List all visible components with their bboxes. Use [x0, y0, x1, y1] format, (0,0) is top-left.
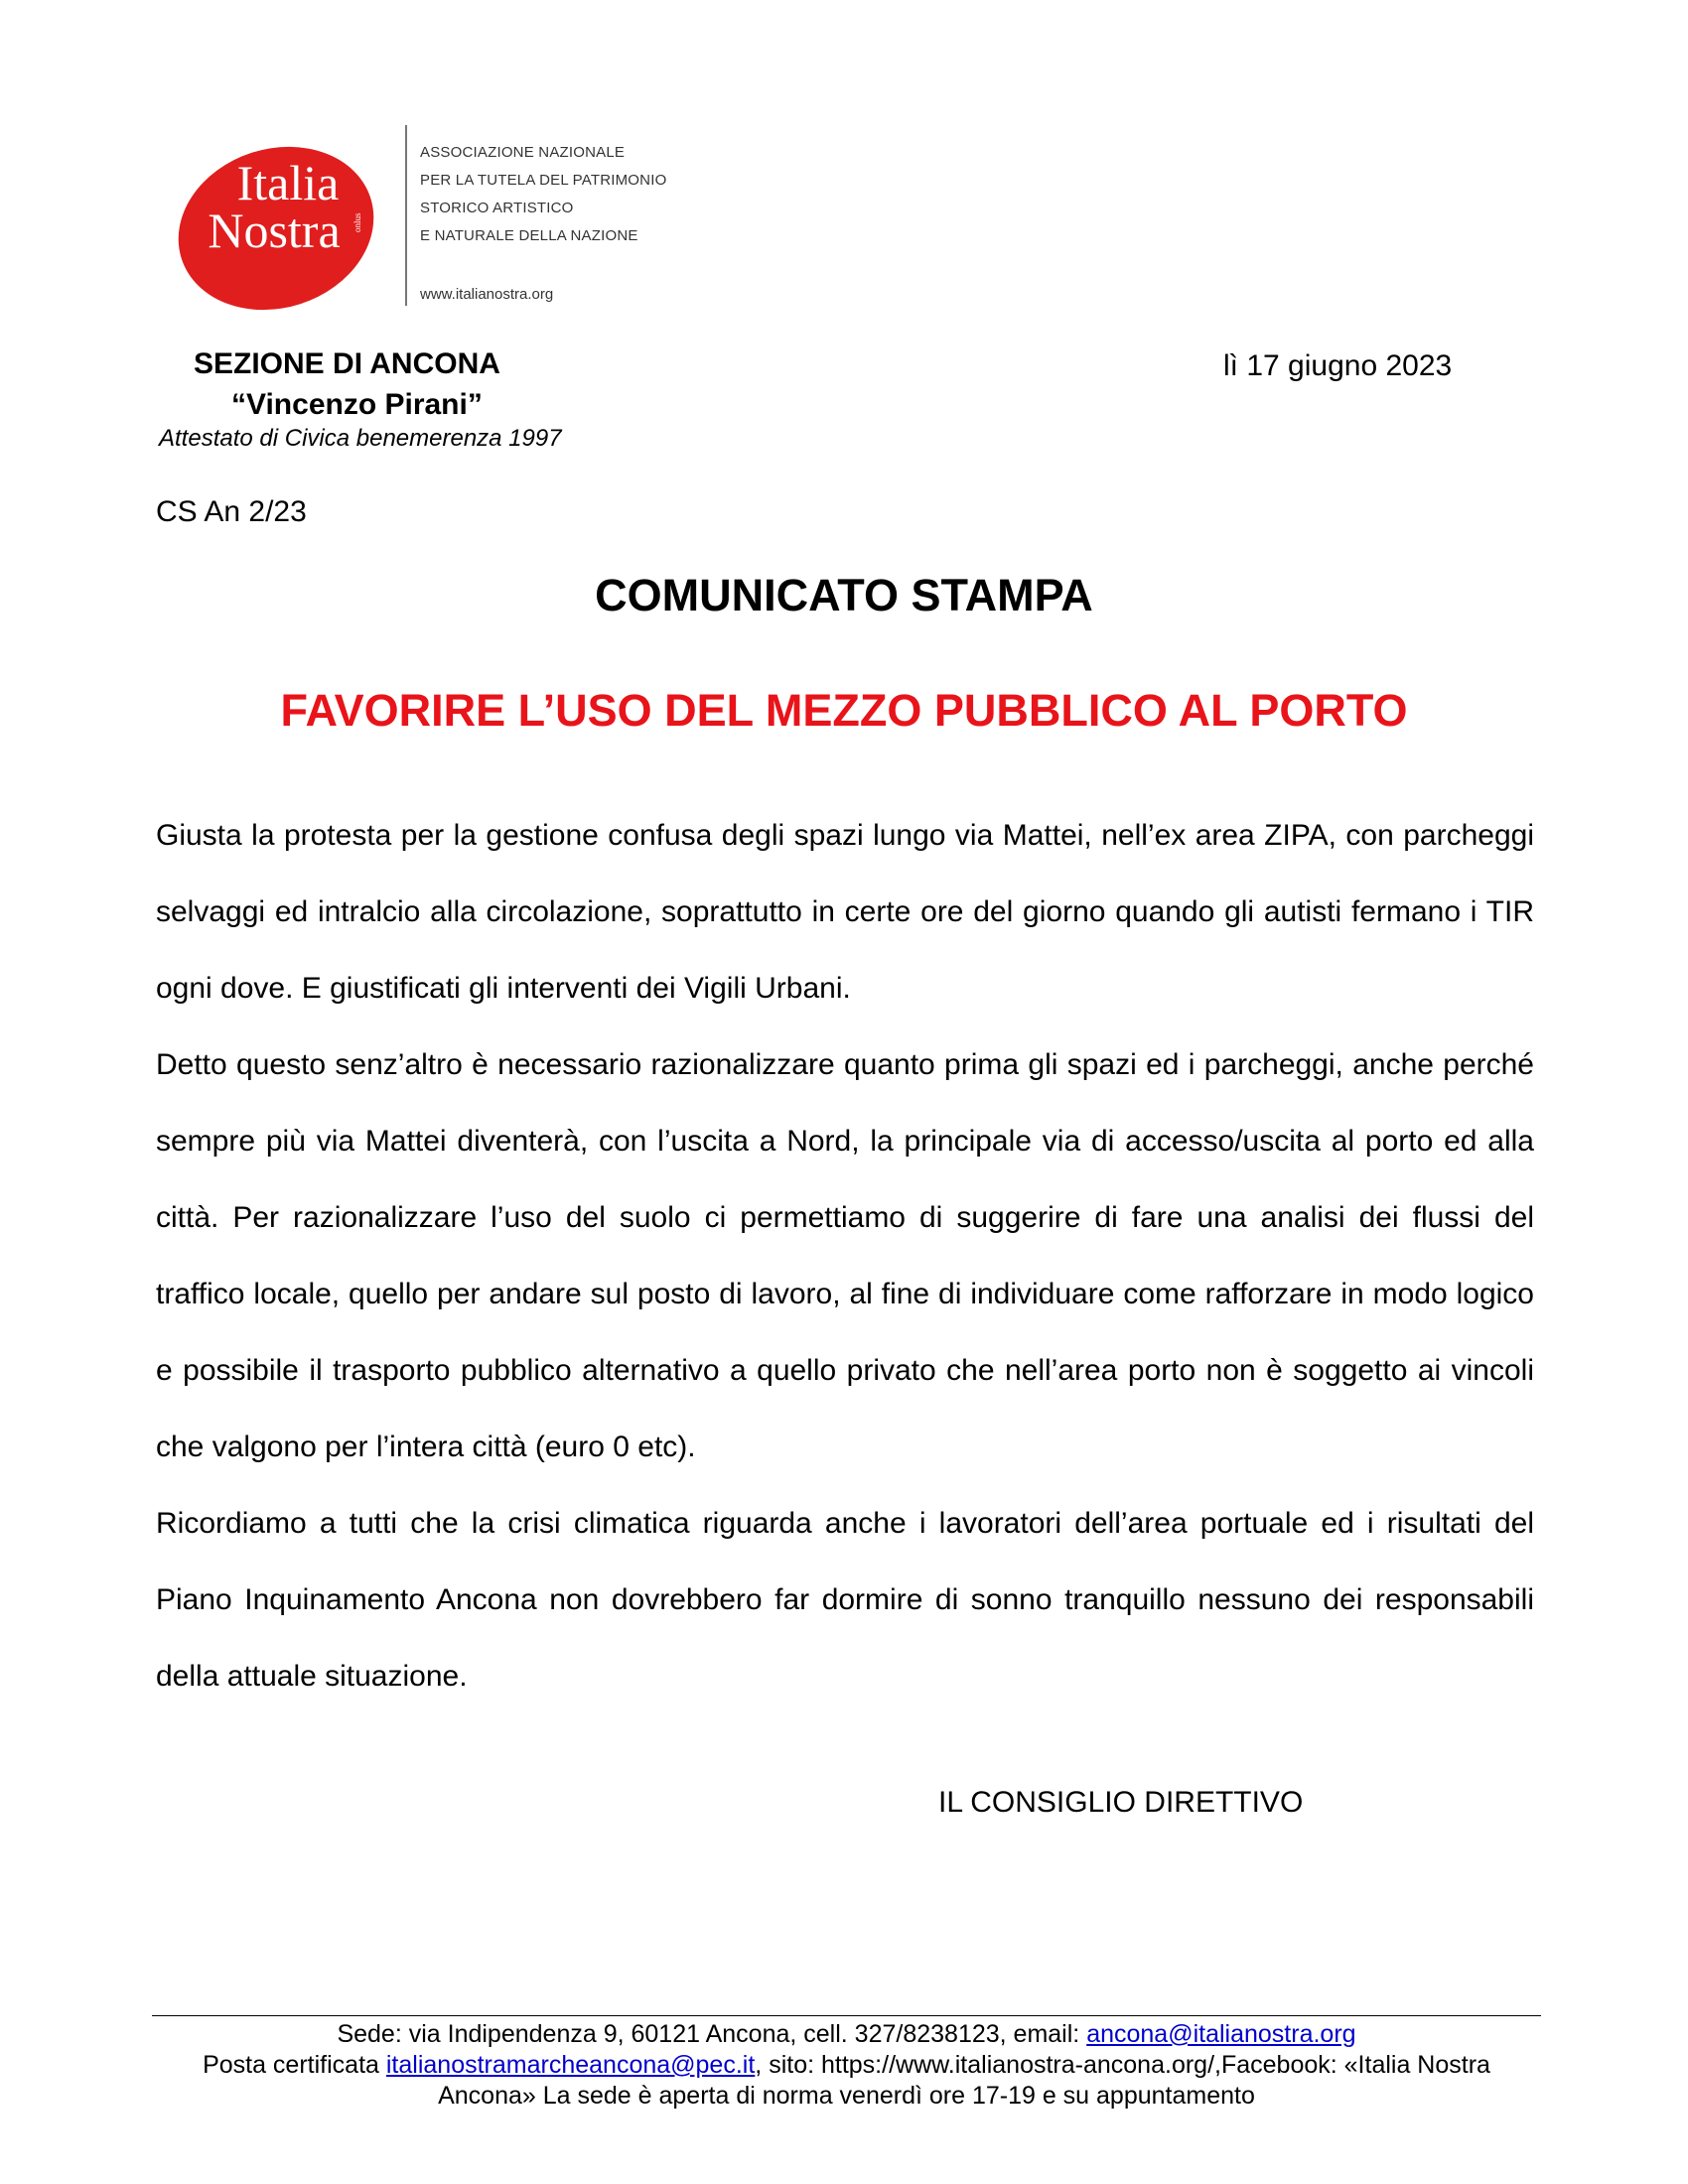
section-name: SEZIONE DI ANCONA	[194, 347, 500, 380]
logo-name-line2: Nostra	[208, 203, 341, 258]
section-dedication: “Vincenzo Pirani”	[231, 388, 483, 421]
document-date: lì 17 giugno 2023	[1223, 349, 1453, 382]
association-line: PER LA TUTELA DEL PATRIMONIO	[420, 172, 667, 189]
logo-onlus: onlus	[352, 212, 362, 232]
logo-name-line1: Italia	[236, 155, 340, 210]
page-subtitle: FAVORIRE L’USO DEL MEZZO PUBBLICO AL PORTO	[280, 685, 1408, 736]
logo-divider	[405, 125, 407, 306]
footer-pec-link[interactable]: italianostramarcheancona@pec.it	[385, 2051, 756, 2079]
logo	[189, 155, 367, 258]
association-line: ASSOCIAZIONE NAZIONALE	[420, 144, 626, 161]
page-title: COMUNICATO STAMPA	[595, 570, 1093, 620]
association-website: www.italianostra.org	[420, 286, 554, 303]
award-note: Attestato di Civica benemerenza 1997	[159, 425, 562, 452]
body-text	[156, 797, 1534, 1714]
footer-divider	[152, 2015, 1541, 2016]
body-paragraph: Giusta la protesta per la gestione confusa degli spazi lungo via Mattei, nell’ex area ZIPA, con parcheggi selvaggi ed intralcio alla circolazione, soprattutto in certe ore del giorno quando gli autisti fermano i TIR ogni dove. E giustificati gli interventi dei Vigili Urbani.	[156, 819, 1534, 1005]
footer-email-link[interactable]: ancona@italianostra.org	[1086, 2020, 1356, 2048]
association-line: STORICO ARTISTICO	[420, 200, 574, 216]
footer	[152, 2019, 1541, 2112]
footer-address: Sede: via Indipendenza 9, 60121 Ancona, cell. 327/8238123, email:	[337, 2020, 1087, 2048]
body-paragraph: Ricordiamo a tutti che la crisi climatica riguarda anche i lavoratori dell’area portuale ed i risultati del Piano Inquinamento Ancona non dovrebbero far dormire di sonno tranquillo nessuno dei responsabili della attuale situazione.	[156, 1507, 1534, 1693]
association-line: E NATURALE DELLA NAZIONE	[420, 227, 638, 244]
signature: IL CONSIGLIO DIRETTIVO	[938, 1786, 1304, 1819]
footer-pec-label: Posta certificata	[203, 2051, 386, 2079]
document-code: CS An 2/23	[156, 495, 307, 528]
footer-site-info: , sito: https://www.italianostra-ancona.org/,Facebook: «Italia Nostra Ancona» La sede è aperta di norma venerdì ore 17-19 e su appuntamento	[438, 2051, 1490, 2110]
body-paragraph: Detto questo senz’altro è necessario razionalizzare quanto prima gli spazi ed i parcheggi, anche perché sempre più via Mattei diventerà, con l’uscita a Nord, la principale via di accesso/uscita al porto ed alla città. Per razionalizzare l’uso del suolo ci permettiamo di suggerire di fare una analisi dei flussi del traffico locale, quello per andare sul posto di lavoro, al fine di individuare come rafforzare in modo logico e possibile il trasporto pubblico alternativo a quello privato che nell’area porto non è soggetto ai vincoli che valgono per l’intera città (euro 0 etc).	[156, 1048, 1534, 1463]
association-description	[420, 139, 666, 250]
